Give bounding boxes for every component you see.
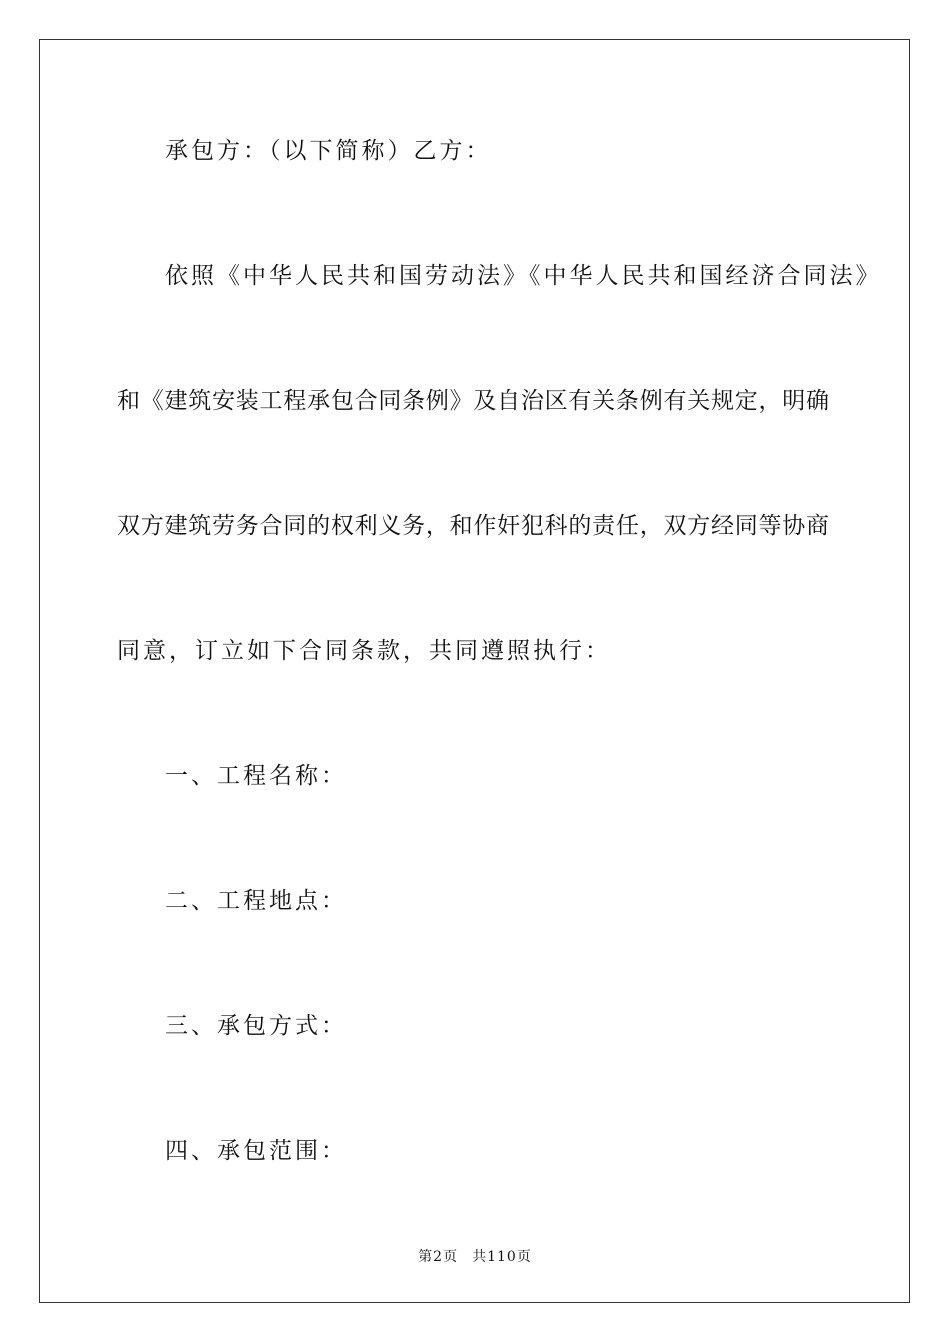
paragraph-intro-line-2: 和《建筑安装工程承包合同条例》及自治区有关条例有关规定，明确 [117, 388, 829, 414]
paragraph-intro-line-1: 依照《中华人民共和国劳动法》《中华人民共和国经济合同法》 [165, 263, 882, 289]
page-border [39, 39, 910, 1303]
page-footer [0, 1248, 950, 1266]
clause-project-name: 一、工程名称： [165, 763, 347, 789]
paragraph-intro-line-4: 同意，订立如下合同条款，共同遵照执行： [117, 638, 611, 664]
paragraph-intro-line-3: 双方建筑劳务合同的权利义务，和作奸犯科的责任，双方经同等协商 [117, 513, 829, 539]
clause-project-location: 二、工程地点： [165, 888, 347, 914]
clause-contract-scope: 四、承包范围： [165, 1138, 347, 1164]
contractor-line: 承包方：（以下简称）乙方： [165, 138, 492, 164]
page-total: 共110页 [472, 1249, 532, 1265]
clause-contract-method: 三、承包方式： [165, 1013, 347, 1039]
page-number: 第2页 [418, 1249, 459, 1265]
